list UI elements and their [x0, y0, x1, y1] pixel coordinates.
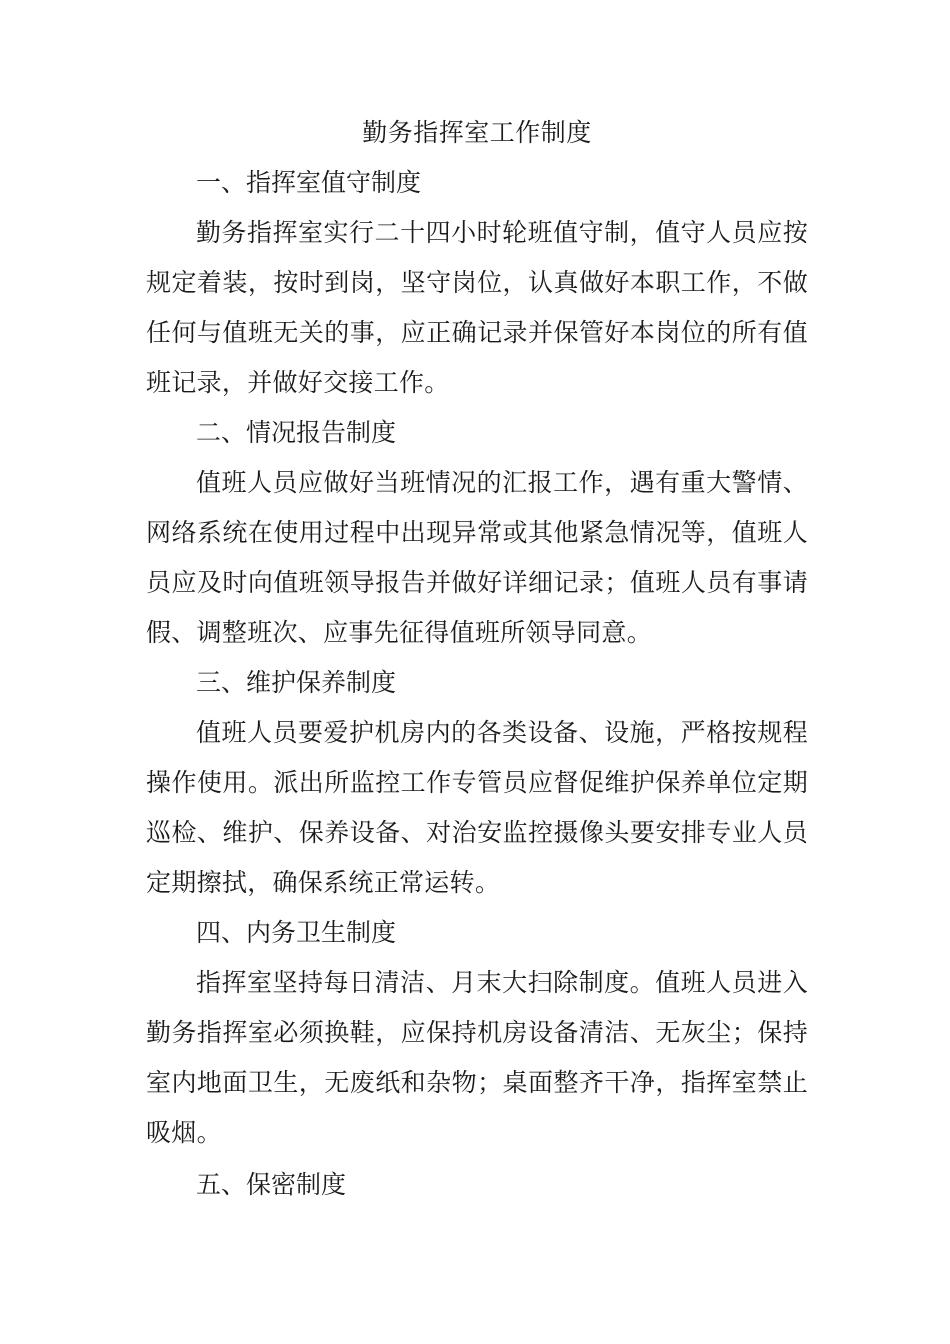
section-hygiene: [146, 908, 808, 1158]
section-body: 勤务指挥室实行二十四小时轮班值守制，值守人员应按规定着装，按时到岗，坚守岗位，认真做好本职工作，不做任何与值班无关的事，应正确记录并保管好本岗位的所有值班记录，并做好交接工作。: [146, 218, 808, 397]
section-report: [146, 408, 808, 658]
section-body: 值班人员应做好当班情况的汇报工作，遇有重大警情、网络系统在使用过程中出现异常或其他紧急情况等，值班人员应及时向值班领导报告并做好详细记录；值班人员有事请假、调整班次、应事先征得值班所领导同意。: [146, 468, 808, 647]
section-heading: 四、内务卫生制度: [196, 918, 397, 947]
document-title: 勤务指挥室工作制度: [362, 118, 592, 147]
section-maintenance: [146, 658, 808, 908]
section-body: 指挥室坚持每日清洁、月末大扫除制度。值班人员进入勤务指挥室必须换鞋，应保持机房设备清洁、无灰尘；保持室内地面卫生，无废纸和杂物；桌面整齐干净，指挥室禁止吸烟。: [146, 968, 808, 1147]
section-body: 值班人员要爱护机房内的各类设备、设施，严格按规程操作使用。派出所监控工作专管员应督促维护保养单位定期巡检、维护、保养设备、对治安监控摄像头要安排专业人员定期擦拭，确保系统正常运转。: [146, 718, 808, 897]
section-heading: 五、保密制度: [196, 1170, 347, 1199]
section-heading: 三、维护保养制度: [196, 668, 397, 697]
section-duty: [146, 158, 808, 408]
section-heading: 二、情况报告制度: [196, 418, 397, 447]
document-page: [146, 108, 808, 1210]
section-heading: 一、指挥室值守制度: [196, 168, 422, 197]
section-confidentiality: [146, 1160, 808, 1210]
